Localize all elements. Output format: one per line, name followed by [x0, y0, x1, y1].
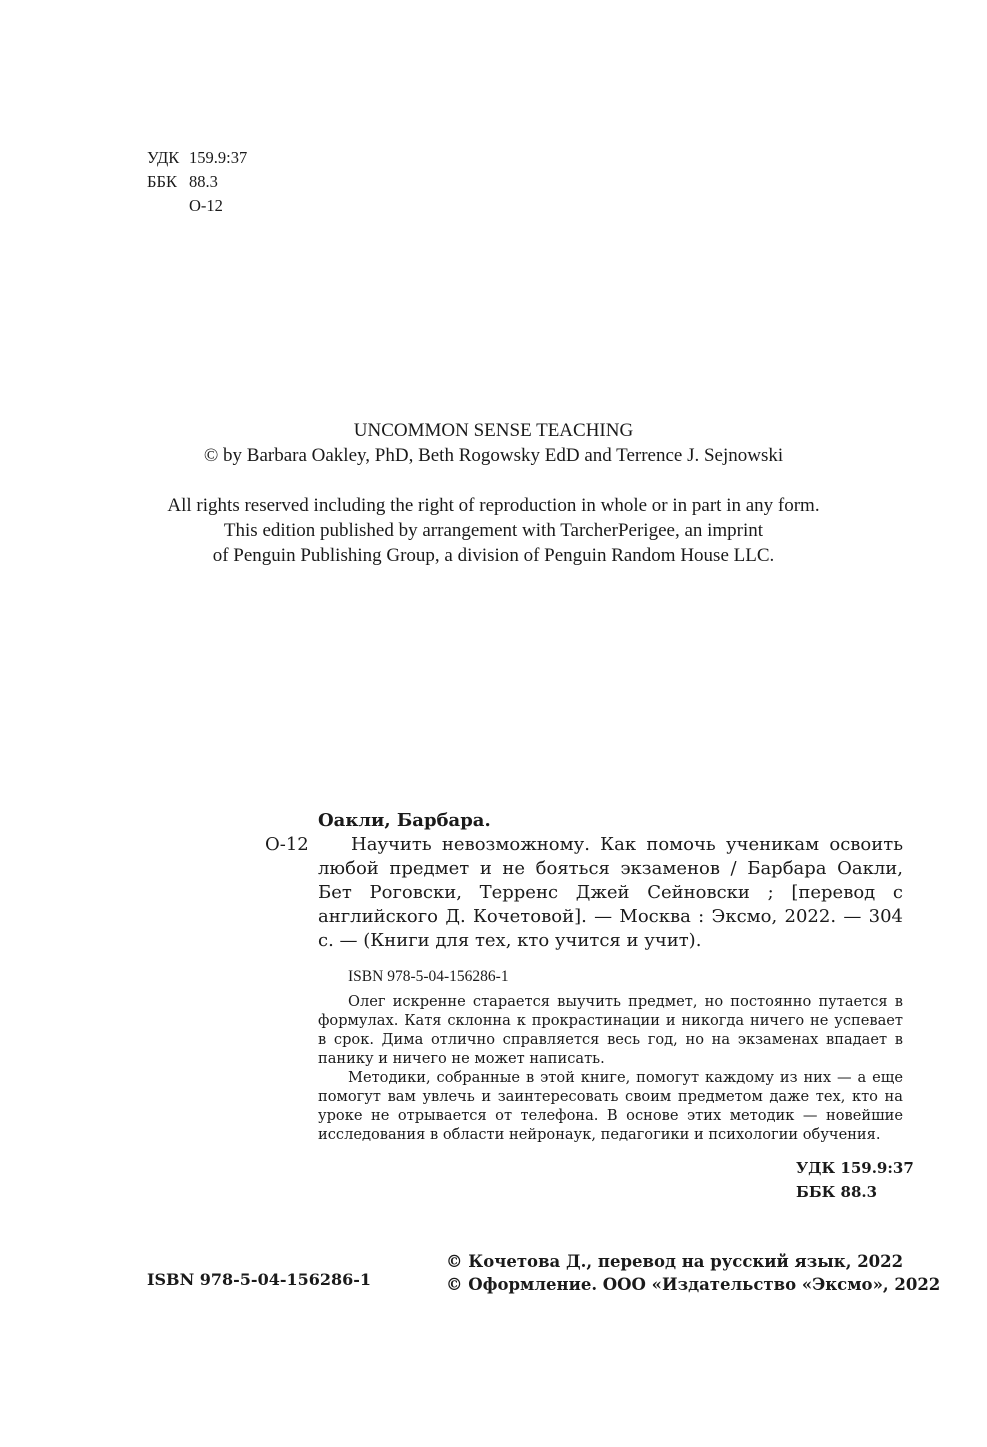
footer-isbn: ISBN 978-5-04-156286-1 — [147, 1270, 372, 1289]
footer-copyright — [446, 1250, 940, 1296]
bbk-right: ББК 88.3 — [796, 1183, 878, 1201]
bbk-value: 88.3 — [189, 172, 218, 191]
classification-block — [147, 146, 247, 218]
original-title: UNCOMMON SENSE TEACHING — [353, 420, 634, 441]
author-sign: О-12 — [189, 196, 223, 215]
annotation-paragraph: Методики, собранные в этой книге, помогут каждому из них — а еще помогут вам увлечь и заинтересовать своим предметом даже тех, кто на уроке не отрывается от телефона. В основе этих методик — новейшие исследования в области нейронаук, педагогики и психологии обучения. — [318, 1069, 903, 1143]
annotation — [318, 992, 903, 1144]
copyright-design: © Оформление. ООО «Издательство «Эксмо», 2022 — [446, 1275, 941, 1294]
rights-block — [0, 418, 987, 568]
udc-value: 159.9:37 — [189, 148, 248, 167]
classification-right — [796, 1156, 914, 1204]
udc-right: УДК 159.9:37 — [796, 1159, 914, 1177]
bbk-label: ББК — [147, 172, 177, 191]
notice-line: of Penguin Publishing Group, a division of Penguin Random House LLC. — [212, 545, 775, 566]
bbk-line — [147, 170, 247, 194]
annotation-paragraph: Олег искренне старается выучить предмет, но постоянно путается в формулах. Катя склонна к прокрастинации и никогда ничего не успевает в срок. Дима отлично справляется весь год, но на экзаменах впадает в панику и ничего не может написать. — [318, 993, 903, 1067]
notice-line: All rights reserved including the right of reproduction in whole or in part in any form. — [167, 495, 820, 516]
bib-description: Научить невозможному. Как помочь ученикам освоить любой предмет и не бояться экзаменов / Барбара Оакли, Бет Роговски, Терренс Джей Сейновски ; [перевод с английского Д. Кочетовой]. — Москва : Эксмо, 2022. — 304 с. — (Книги для тех, кто учится и учит). — [318, 834, 903, 951]
udc-label: УДК — [147, 148, 180, 167]
notice-line: This edition published by arrangement with TarcherPerigee, an imprint — [223, 520, 764, 541]
bib-isbn: ISBN 978-5-04-156286-1 — [348, 968, 509, 985]
bibliographic-record — [265, 809, 903, 989]
copyright-translation: © Кочетова Д., перевод на русский язык, 2022 — [446, 1252, 904, 1271]
bib-sign: О-12 — [265, 834, 309, 855]
copyright-line: © by Barbara Oakley, PhD, Beth Rogowsky EdD and Terrence J. Sejnowski — [203, 445, 784, 466]
bib-author: Оакли, Барбара. — [318, 810, 491, 831]
udc-line — [147, 146, 247, 170]
